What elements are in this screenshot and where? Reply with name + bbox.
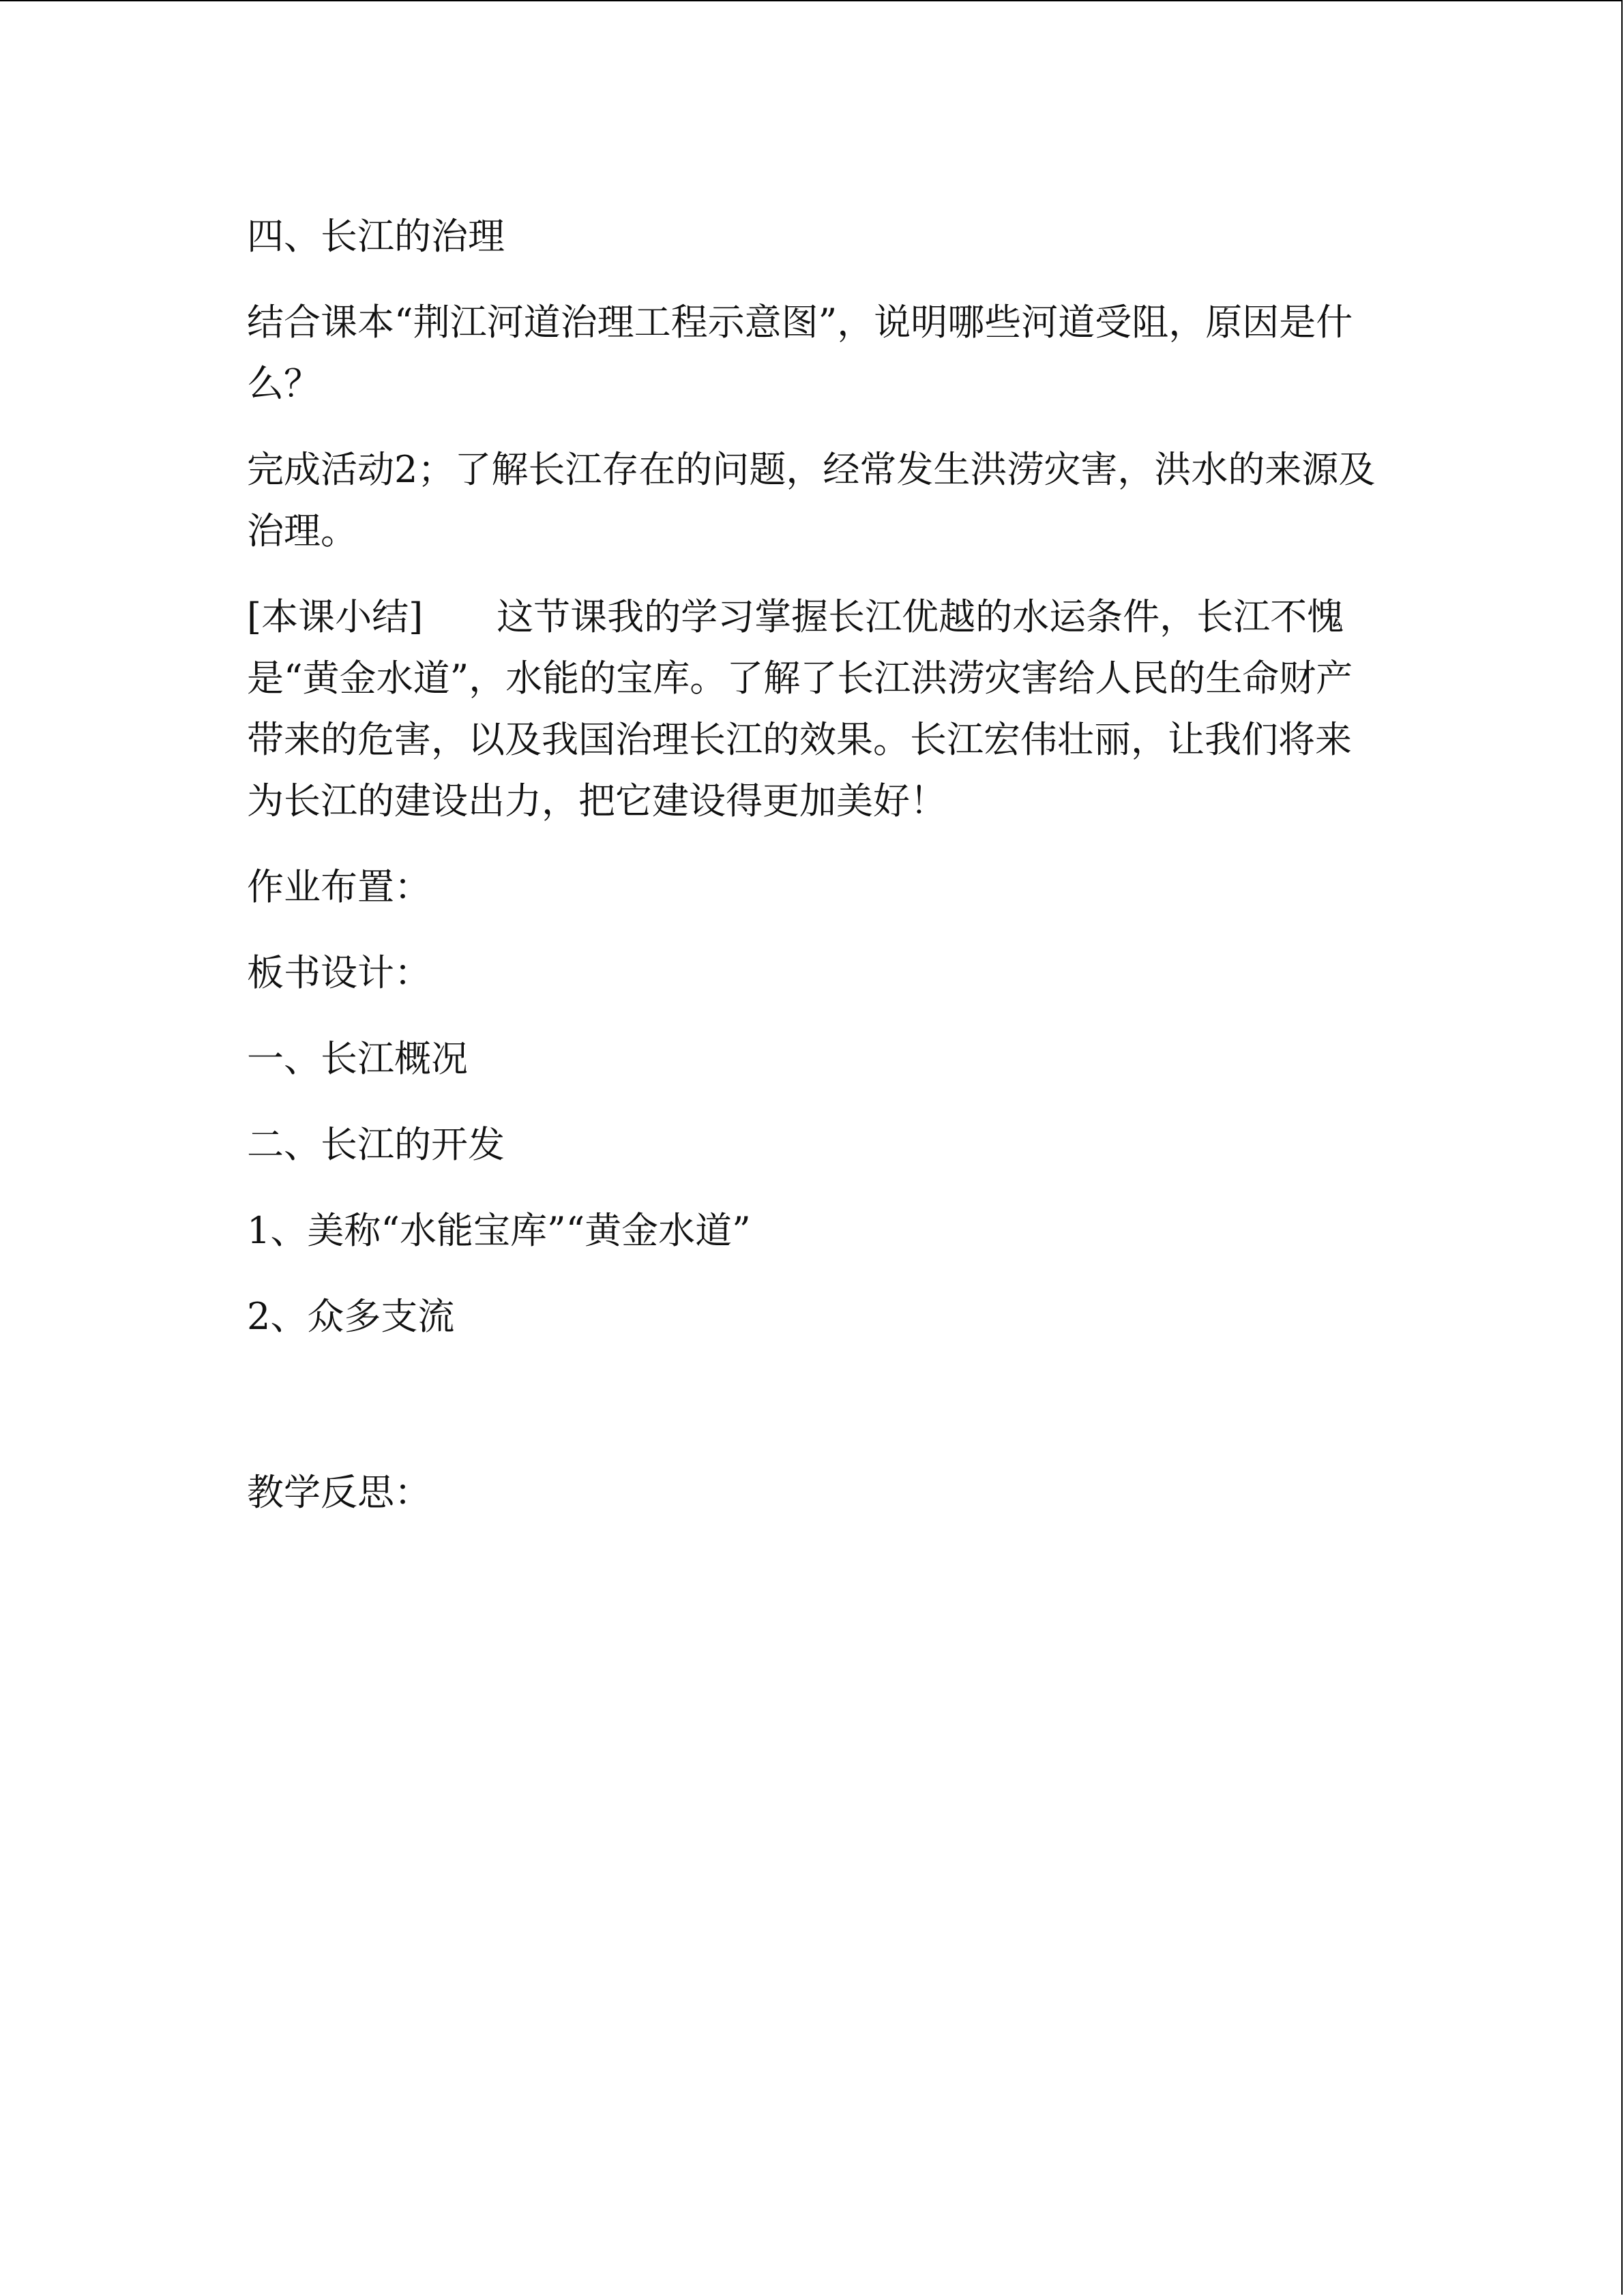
outline-item-development: 二、长江的开发 xyxy=(247,1123,505,1166)
teaching-reflection-label: 教学反思： xyxy=(247,1471,431,1514)
document-body xyxy=(247,206,1379,1523)
outline-item-overview: 一、长江概况 xyxy=(247,1037,468,1080)
paragraph-summary: [本课小结] 这节课我的学习掌握长江优越的水运条件，长江不愧是“黄金水道”，水能的宝库。了解了长江洪涝灾害给人民的生命财产带来的危害，以及我国治理长江的效果。长江宏伟壮丽，让我们将来为长江的建设出力，把它建设得更加美好！ xyxy=(247,595,1353,822)
section-heading-governance: 四、长江的治理 xyxy=(247,215,505,258)
paragraph-activity: 完成活动2；了解长江存在的问题，经常发生洪涝灾害，洪水的来源及治理。 xyxy=(247,448,1376,552)
outline-subitem-1: 1、美称“水能宝库”“黄金水道” xyxy=(247,1209,751,1252)
homework-label: 作业布置： xyxy=(247,865,431,908)
paragraph-question: 结合课本“荆江河道治理工程示意图”，说明哪些河道受阻，原因是什么？ xyxy=(247,301,1353,405)
blackboard-design-label: 板书设计： xyxy=(247,951,431,994)
outline-subitem-2: 2、众多支流 xyxy=(247,1295,455,1338)
